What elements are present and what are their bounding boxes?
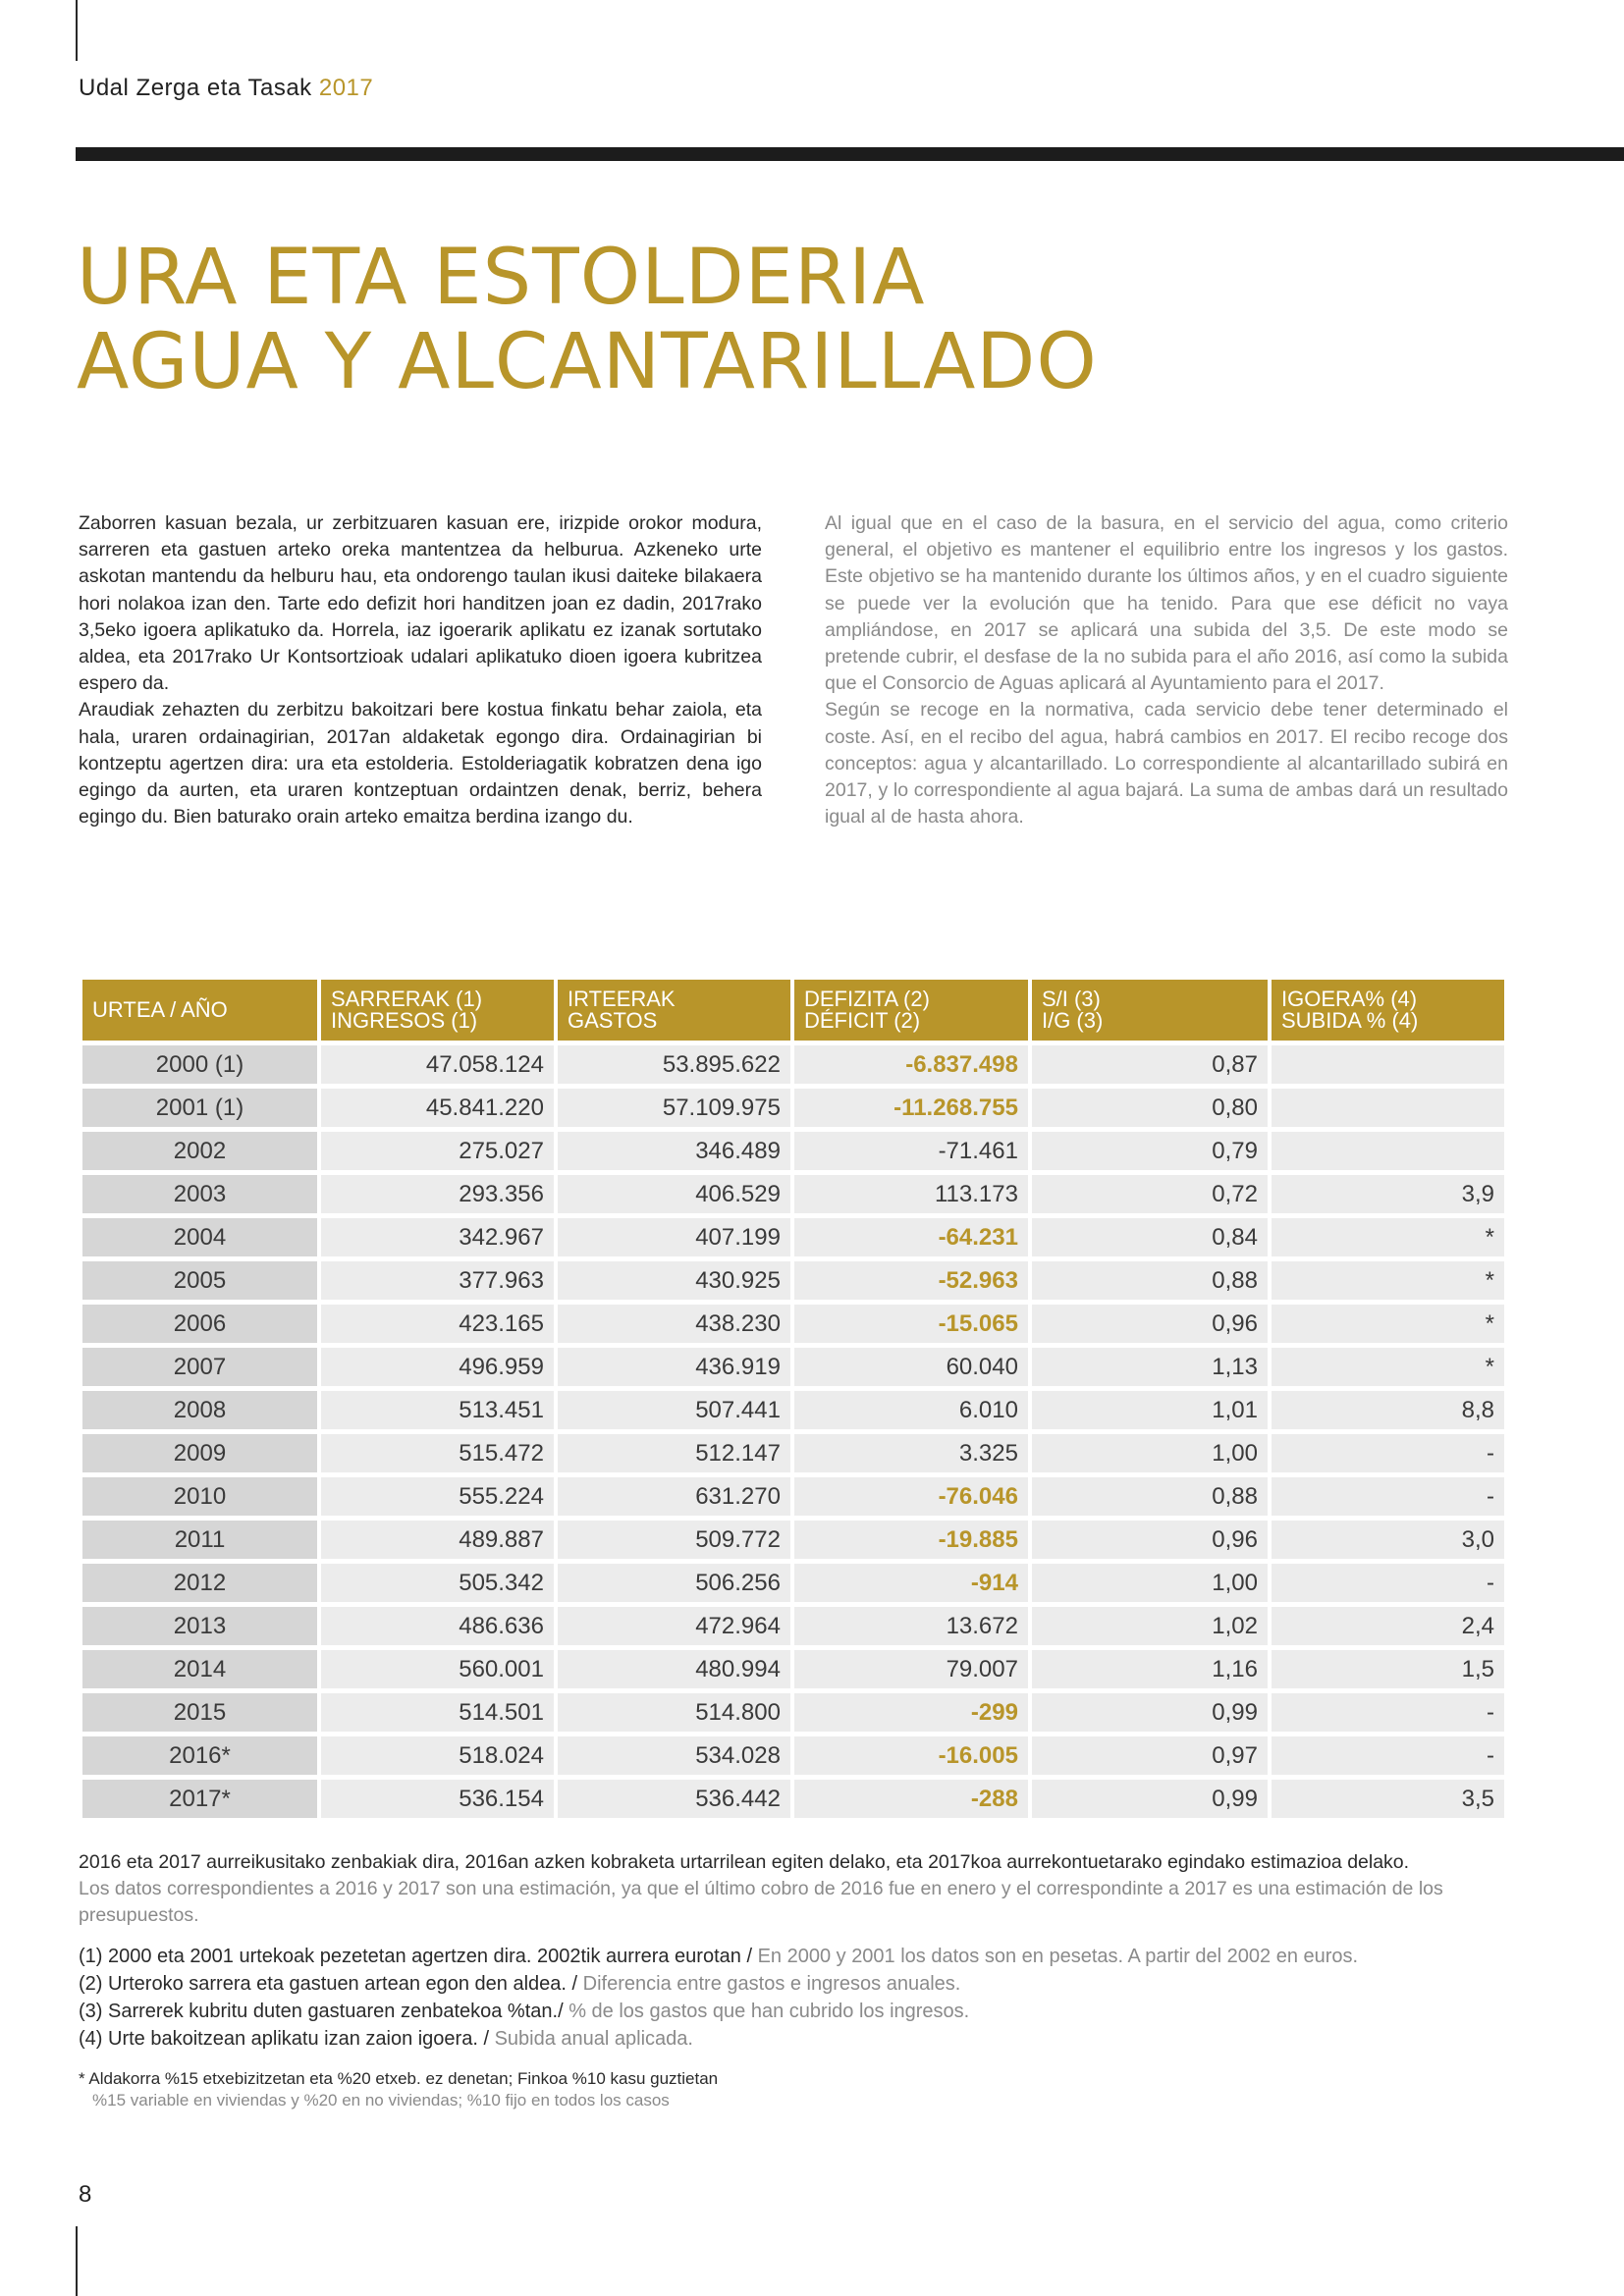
cell-subida: *	[1272, 1261, 1504, 1300]
cell-si: 1,00	[1032, 1434, 1268, 1472]
cell-gastos: 507.441	[558, 1391, 790, 1429]
cell-gastos: 472.964	[558, 1607, 790, 1645]
table-row	[82, 1175, 1504, 1213]
header-si: S/I (3) I/G (3)	[1032, 980, 1268, 1041]
cell-year: 2007	[82, 1348, 317, 1386]
table-row	[82, 1305, 1504, 1343]
cell-year: 2003	[82, 1175, 317, 1213]
table-row	[82, 1521, 1504, 1559]
cell-year: 2010	[82, 1477, 317, 1516]
cell-year: 2011	[82, 1521, 317, 1559]
asterisk-note	[79, 2068, 1512, 2111]
cell-subida: *	[1272, 1348, 1504, 1386]
title-line-spanish: AGUA Y ALCANTARILLADO	[77, 318, 1098, 406]
cell-year: 2000 (1)	[82, 1045, 317, 1084]
cell-deficit: 113.173	[794, 1175, 1028, 1213]
cell-deficit: -19.885	[794, 1521, 1028, 1559]
table-row	[82, 1607, 1504, 1645]
cell-year: 2009	[82, 1434, 317, 1472]
table-row	[82, 1089, 1504, 1127]
cell-subida: -	[1272, 1434, 1504, 1472]
page-number: 8	[79, 2181, 92, 2208]
cell-deficit: -71.461	[794, 1132, 1028, 1170]
cell-deficit: -64.231	[794, 1218, 1028, 1256]
cell-ingresos: 377.963	[321, 1261, 554, 1300]
cell-gastos: 57.109.975	[558, 1089, 790, 1127]
table-header-row	[82, 980, 1504, 1041]
cell-gastos: 436.919	[558, 1348, 790, 1386]
water-finance-table	[79, 975, 1508, 1823]
cell-subida: -	[1272, 1736, 1504, 1775]
cell-year: 2012	[82, 1564, 317, 1602]
cell-ingresos: 342.967	[321, 1218, 554, 1256]
table-row	[82, 1736, 1504, 1775]
cell-ingresos: 293.356	[321, 1175, 554, 1213]
cell-subida: 3,0	[1272, 1521, 1504, 1559]
table-row	[82, 1391, 1504, 1429]
cell-deficit: -16.005	[794, 1736, 1028, 1775]
cell-deficit: -299	[794, 1693, 1028, 1732]
cell-ingresos: 486.636	[321, 1607, 554, 1645]
cell-ingresos: 560.001	[321, 1650, 554, 1688]
cell-subida: -	[1272, 1477, 1504, 1516]
intro-paragraph: Zaborren kasuan bezala, ur zerbitzuaren kasuan ere, irizpide orokor modura, sarreren eta gastuen arteko oreka mantentzea da helburua. Azkeneko urte askotan mantendu da helburu hau, eta ondorengo taulan ikusi daiteke bilakaera hori nolakoa izan den. Tarte edo defizit hori handitzen joan ez dadin, 2017rako 3,5eko igoera aplikatuko da. Horrela, iaz igoerarik aplikatu ez izanak sortutako aldea, eta 2017rako Ur Kontsortzioak udalari aplikatuko dioen igoera kubritzea espero da.	[79, 512, 762, 695]
cell-deficit: 60.040	[794, 1348, 1028, 1386]
cell-ingresos: 496.959	[321, 1348, 554, 1386]
header-divider	[76, 147, 1624, 161]
cell-subida: *	[1272, 1305, 1504, 1343]
cell-si: 0,84	[1032, 1218, 1268, 1256]
cell-gastos: 514.800	[558, 1693, 790, 1732]
cell-year: 2001 (1)	[82, 1089, 317, 1127]
footnote: (1) 2000 eta 2001 urtekoak pezetetan agertzen dira. 2002tik aurrera eurotan / En 2000 y 2001 los datos son en pesetas. A partir del 2002 en euros.	[79, 1946, 1359, 1967]
header-year: URTEA / AÑO	[82, 980, 317, 1041]
table-row	[82, 1780, 1504, 1818]
cell-si: 0,96	[1032, 1305, 1268, 1343]
cell-deficit: -6.837.498	[794, 1045, 1028, 1084]
cell-subida: 3,5	[1272, 1780, 1504, 1818]
table-row	[82, 1693, 1504, 1732]
cell-year: 2014	[82, 1650, 317, 1688]
cell-deficit: 3.325	[794, 1434, 1028, 1472]
table-body	[82, 1045, 1504, 1818]
intro-column-basque	[79, 510, 762, 830]
cell-ingresos: 505.342	[321, 1564, 554, 1602]
table-row	[82, 1650, 1504, 1688]
cell-gastos: 53.895.622	[558, 1045, 790, 1084]
cell-gastos: 407.199	[558, 1218, 790, 1256]
table-row	[82, 1045, 1504, 1084]
cell-si: 1,02	[1032, 1607, 1268, 1645]
table-row	[82, 1564, 1504, 1602]
top-margin-rule	[76, 0, 78, 61]
cell-gastos: 430.925	[558, 1261, 790, 1300]
cell-year: 2016*	[82, 1736, 317, 1775]
running-header	[79, 75, 373, 102]
footnote: (4) Urte bakoitzean aplikatu izan zaion igoera. / Subida anual aplicada.	[79, 2028, 693, 2050]
estimate-note-basque: 2016 eta 2017 aurreikusitako zenbakiak dira, 2016an azken kobraketa urtarrilean egiten delako, eta 2017koa aurrekontuetarako egindako estimazioa delako.	[79, 1851, 1410, 1873]
cell-gastos: 438.230	[558, 1305, 790, 1343]
cell-ingresos: 47.058.124	[321, 1045, 554, 1084]
cell-subida	[1272, 1089, 1504, 1127]
cell-si: 0,88	[1032, 1261, 1268, 1300]
cell-gastos: 480.994	[558, 1650, 790, 1688]
running-header-title: Udal Zerga eta Tasak	[79, 75, 312, 101]
cell-year: 2015	[82, 1693, 317, 1732]
cell-subida: -	[1272, 1564, 1504, 1602]
cell-year: 2002	[82, 1132, 317, 1170]
cell-ingresos: 518.024	[321, 1736, 554, 1775]
cell-deficit: -11.268.755	[794, 1089, 1028, 1127]
cell-subida: 1,5	[1272, 1650, 1504, 1688]
cell-year: 2006	[82, 1305, 317, 1343]
bottom-margin-rule	[76, 2226, 78, 2296]
cell-si: 0,80	[1032, 1089, 1268, 1127]
cell-si: 0,99	[1032, 1780, 1268, 1818]
cell-deficit: -15.065	[794, 1305, 1028, 1343]
header-deficit: DEFIZITA (2) DÉFICIT (2)	[794, 980, 1028, 1041]
cell-gastos: 506.256	[558, 1564, 790, 1602]
cell-ingresos: 275.027	[321, 1132, 554, 1170]
intro-paragraph: Araudiak zehazten du zerbitzu bakoitzari bere kostua finkatu behar zaiola, eta hala, uraren ordainagirian, 2017an aldaketak egongo dira. Ordainagirian bi kontzeptu agertzen dira: ura eta estolderia. Estolderiagatik kobratzen dena igo egingo da aurten, eta uraren kontzeptuan ordaintzen denak, berriz, behera egingo du. Bien baturako orain arteko emaitza berdina izango du.	[79, 699, 762, 828]
cell-deficit: -52.963	[794, 1261, 1028, 1300]
cell-si: 0,72	[1032, 1175, 1268, 1213]
cell-si: 1,16	[1032, 1650, 1268, 1688]
cell-subida: 8,8	[1272, 1391, 1504, 1429]
cell-deficit: -76.046	[794, 1477, 1028, 1516]
cell-subida	[1272, 1045, 1504, 1084]
cell-ingresos: 514.501	[321, 1693, 554, 1732]
page-title	[77, 236, 1098, 404]
table-row	[82, 1348, 1504, 1386]
cell-ingresos: 536.154	[321, 1780, 554, 1818]
cell-gastos: 536.442	[558, 1780, 790, 1818]
cell-year: 2008	[82, 1391, 317, 1429]
header-ingresos: SARRERAK (1) INGRESOS (1)	[321, 980, 554, 1041]
cell-deficit: -288	[794, 1780, 1028, 1818]
table-row	[82, 1477, 1504, 1516]
cell-si: 1,01	[1032, 1391, 1268, 1429]
cell-subida	[1272, 1132, 1504, 1170]
estimate-note-spanish: Los datos correspondientes a 2016 y 2017 son una estimación, ya que el último cobro de 2016 fue en enero y el correspondinte a 2017 es una estimación de los presupuestos.	[79, 1878, 1443, 1926]
cell-subida: -	[1272, 1693, 1504, 1732]
cell-deficit: 13.672	[794, 1607, 1028, 1645]
asterisk-note-basque: * Aldakorra %15 etxebizitzetan eta %20 etxeb. ez denetan; Finkoa %10 kasu guztietan	[79, 2069, 719, 2088]
cell-gastos: 509.772	[558, 1521, 790, 1559]
table-row	[82, 1132, 1504, 1170]
cell-deficit: 6.010	[794, 1391, 1028, 1429]
cell-si: 1,00	[1032, 1564, 1268, 1602]
cell-si: 0,99	[1032, 1693, 1268, 1732]
cell-ingresos: 489.887	[321, 1521, 554, 1559]
intro-column-spanish	[825, 510, 1508, 830]
intro-paragraph: Según se recoge en la normativa, cada servicio debe tener determinado el coste. Así, en el recibo del agua, habrá cambios en 2017. El recibo recoge dos conceptos: agua y alcantarillado. Lo correspondiente al alcantarillado subirá en 2017, y lo correspondiente al agua bajará. La suma de ambas dará un resultado igual al de hasta ahora.	[825, 699, 1508, 828]
running-header-year: 2017	[318, 75, 374, 101]
cell-si: 0,87	[1032, 1045, 1268, 1084]
cell-gastos: 406.529	[558, 1175, 790, 1213]
cell-ingresos: 45.841.220	[321, 1089, 554, 1127]
cell-si: 0,97	[1032, 1736, 1268, 1775]
cell-si: 0,79	[1032, 1132, 1268, 1170]
cell-ingresos: 515.472	[321, 1434, 554, 1472]
asterisk-note-spanish: %15 variable en viviendas y %20 en no viviendas; %10 fijo en todos los casos	[92, 2091, 670, 2109]
header-subida: IGOERA% (4) SUBIDA % (4)	[1272, 980, 1504, 1041]
cell-si: 0,96	[1032, 1521, 1268, 1559]
cell-deficit: -914	[794, 1564, 1028, 1602]
table-row	[82, 1434, 1504, 1472]
cell-subida: 3,9	[1272, 1175, 1504, 1213]
cell-gastos: 346.489	[558, 1132, 790, 1170]
notes-section	[79, 1849, 1512, 2111]
cell-si: 0,88	[1032, 1477, 1268, 1516]
table-row	[82, 1261, 1504, 1300]
footnote: (2) Urteroko sarrera eta gastuen artean egon den aldea. / Diferencia entre gastos e ingresos anuales.	[79, 1973, 961, 1995]
cell-gastos: 534.028	[558, 1736, 790, 1775]
cell-year: 2004	[82, 1218, 317, 1256]
cell-subida: 2,4	[1272, 1607, 1504, 1645]
table-row	[82, 1218, 1504, 1256]
cell-ingresos: 513.451	[321, 1391, 554, 1429]
footnote: (3) Sarrerek kubritu duten gastuaren zenbatekoa %tan./ % de los gastos que han cubrido los ingresos.	[79, 2001, 970, 2022]
cell-year: 2005	[82, 1261, 317, 1300]
cell-year: 2013	[82, 1607, 317, 1645]
header-gastos: IRTEERAK GASTOS	[558, 980, 790, 1041]
cell-subida: *	[1272, 1218, 1504, 1256]
intro-paragraph: Al igual que en el caso de la basura, en el servicio del agua, como criterio general, el objetivo es mantener el equilibrio entre los ingresos y los gastos. Este objetivo se ha mantenido durante los últimos años, y en el cuadro siguiente se puede ver la evolución que ha tenido. Para que ese déficit no vaya ampliándose, en 2017 se aplicará una subida del 3,5. De este modo se pretende cubrir, el desfase de la no subida para el año 2016, así como la subida que el Consorcio de Aguas aplicará al Ayuntamiento para el 2017.	[825, 512, 1508, 695]
cell-ingresos: 423.165	[321, 1305, 554, 1343]
title-line-basque: URA ETA ESTOLDERIA	[77, 234, 926, 322]
cell-ingresos: 555.224	[321, 1477, 554, 1516]
cell-gastos: 512.147	[558, 1434, 790, 1472]
cell-gastos: 631.270	[558, 1477, 790, 1516]
cell-year: 2017*	[82, 1780, 317, 1818]
footnotes	[79, 1943, 1512, 2053]
cell-si: 1,13	[1032, 1348, 1268, 1386]
cell-deficit: 79.007	[794, 1650, 1028, 1688]
